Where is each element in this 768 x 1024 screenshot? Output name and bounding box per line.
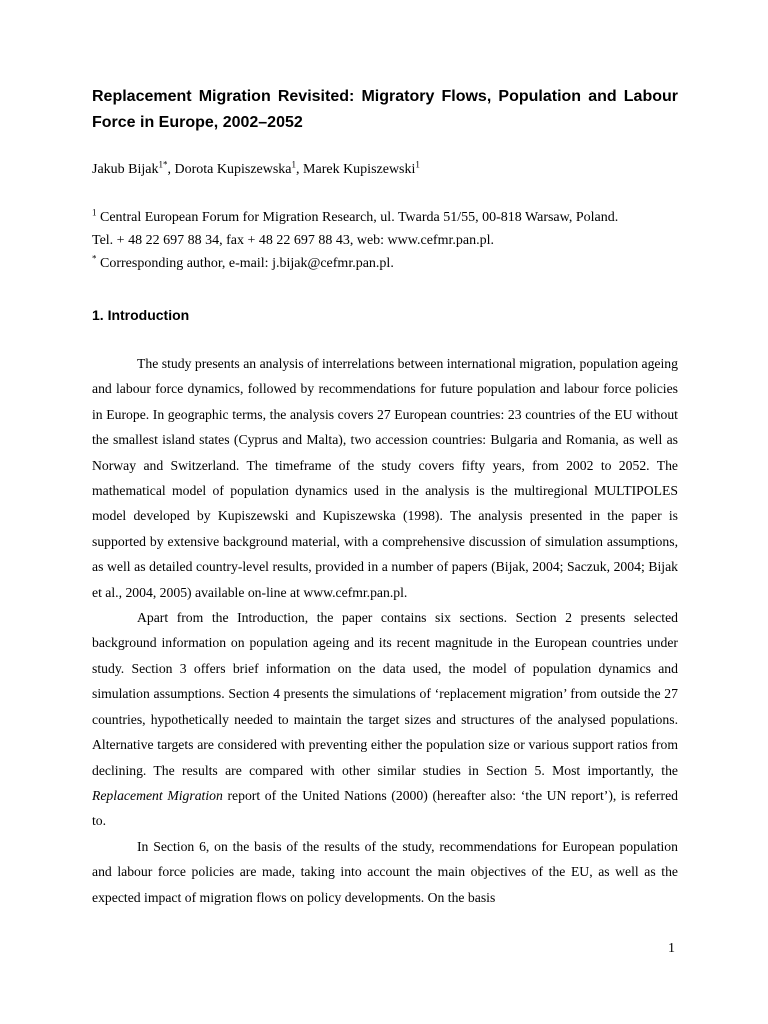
affiliation-contact: Tel. + 48 22 697 88 34, fax + 48 22 697 88 43, web: www.cefmr.pan.pl. [92, 233, 494, 248]
italic-text-run: Replacement Migration [92, 787, 223, 803]
text-run: Apart from the Introduction, the paper contains six sections. Section 2 presents selected background information on population ageing and its recent magnitude in the European countries under study. Section 3 offers brief information on the data used, the model of population dynamics and simulation assumptions. Section 4 presents the simulations of ‘replacement migration’ from outside the 27 countries, hypothetically needed to maintain the target sizes and structures of the analysed populations. Alternative targets are considered with preventing either the population size or various support ratios from declining. The results are compared with other similar studies in Section 5. Most importantly, the [92, 610, 678, 778]
author-list [92, 160, 420, 180]
corresponding-author-email: Corresponding author, e-mail: j.bijak@cefmr.pan.pl. [96, 256, 394, 271]
author-separator: , [296, 162, 304, 177]
author-affiliation-marker: 1 [415, 159, 420, 170]
affiliation-line [92, 206, 692, 229]
section-heading-introduction: 1. Introduction [92, 307, 190, 323]
introduction-body [92, 351, 678, 910]
paper-title: Replacement Migration Revisited: Migratory Flows, Population and Labour Force in Europe, 2002–2052 [92, 88, 678, 131]
text-run: The study presents an analysis of interrelations between international migration, population ageing and labour force dynamics, followed by recommendations for future population and labour force policies in Europe. In geographic terms, the analysis covers 27 European countries: 23 countries of the EU without the smallest island states (Cyprus and Malta), two accession countries: Bulgaria and Romania, as well as Norway and Switzerland. The timeframe of the study covers fifty years, from 2002 to 2052. The mathematical model of population dynamics used in the analysis is the multiregional MULTIPOLES model developed by Kupiszewski and Kupiszewska (1998). The analysis presented in the paper is supported by extensive background material, with a comprehensive discussion of simulation assumptions, as well as detailed country-level results, provided in a number of papers (Bijak, 2004; Saczuk, 2004; Bijak et al., 2004, 2005) available on-line at www.cefmr.pan.pl. [92, 356, 678, 600]
corresponding-marker: * [92, 253, 97, 264]
author-name: Jakub Bijak [92, 162, 159, 177]
author-separator: , [167, 162, 175, 177]
text-run: report of the United Nations (2000) (hereafter also: ‘the UN report’), is referred to. [92, 787, 679, 829]
author-name: Dorota Kupiszewska [174, 162, 292, 177]
affiliation-marker: 1 [92, 207, 97, 218]
page-number: 1 [668, 941, 675, 956]
affiliation-address: Central European Forum for Migration Research, ul. Twarda 51/55, 00-818 Warsaw, Poland. [96, 210, 619, 225]
author-affiliation-marker: 1* [158, 159, 168, 170]
body-paragraph [92, 351, 678, 605]
body-paragraph [92, 834, 678, 910]
author-affiliation-marker: 1 [291, 159, 297, 170]
affiliation-block [92, 206, 692, 275]
body-paragraph [92, 605, 678, 834]
text-run: In Section 6, on the basis of the results of the study, recommendations for European population and labour force policies are made, taking into account the main objectives of the EU, as well as the expected impact of migration flows on policy developments. On the basis [92, 838, 678, 905]
corresponding-author-note [92, 252, 692, 275]
author-name: Marek Kupiszewski [303, 162, 416, 177]
